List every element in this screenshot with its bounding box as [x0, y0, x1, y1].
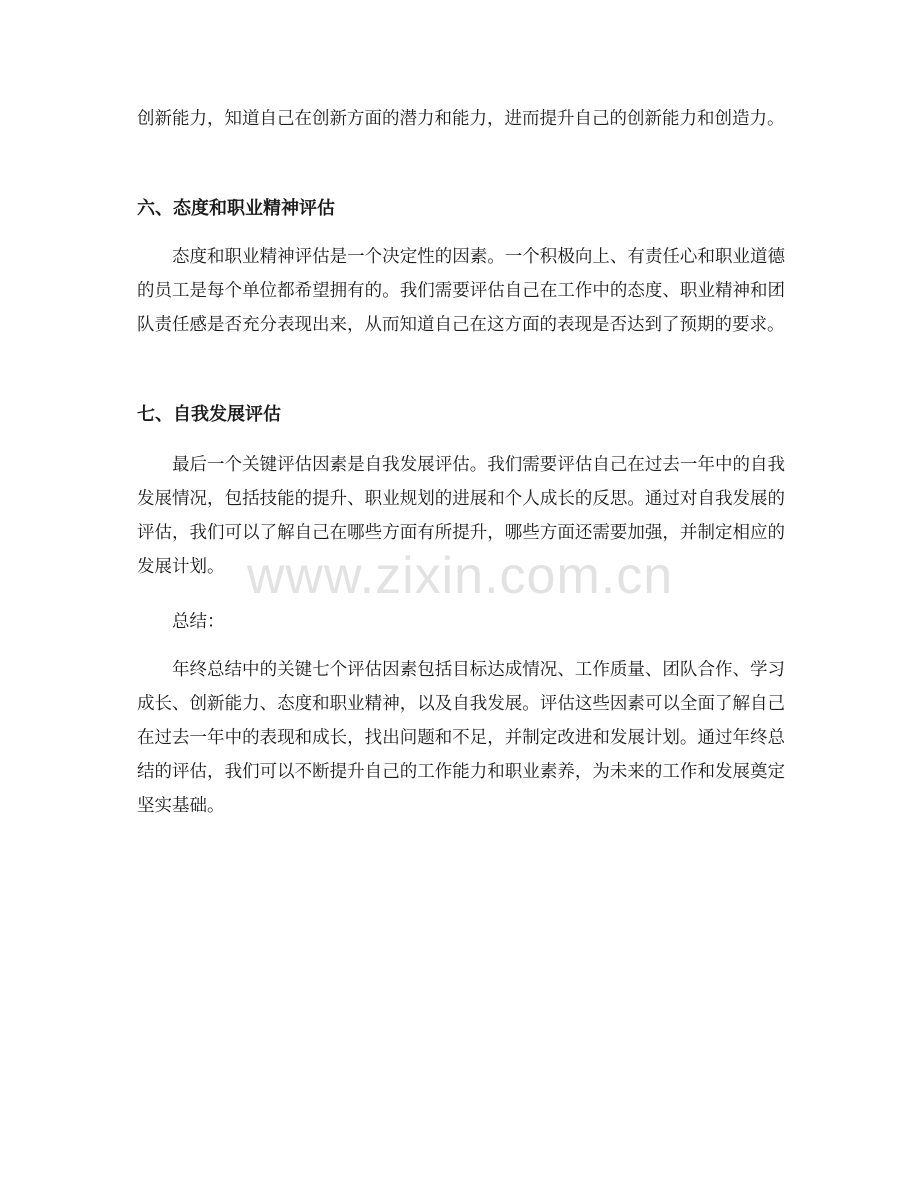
- summary-label: 总结：: [172, 612, 225, 632]
- section-7-paragraph: 最后一个关键评估因素是自我发展评估。我们需要评估自己在过去一年中的自我发展情况，包括技能的提升、职业规划的进展和个人成长的反思。通过对自我发展的评估，我们可以了解自己在哪些方面有所提升，哪些方面还需要加强，并制定相应的发展计划。: [137, 455, 785, 577]
- summary-paragraph: 年终总结中的关键七个评估因素包括目标达成情况、工作质量、团队合作、学习成长、创新能力、态度和职业精神，以及自我发展。评估这些因素可以全面了解自己在过去一年中的表现和成长，找出问题和不足，并制定改进和发展计划。通过年终总结的评估，我们可以不断提升自己的工作能力和职业素养，为未来的工作和发展奠定坚实基础。: [137, 660, 785, 816]
- section-6-paragraph: 态度和职业精神评估是一个决定性的因素。一个积极向上、有责任心和职业道德的员工是每个单位都希望拥有的。我们需要评估自己在工作中的态度、职业精神和团队责任感是否充分表现出来，从而知道自己在这方面的表现是否达到了预期的要求。: [137, 247, 785, 335]
- section-7-heading: 七、自我发展评估: [137, 404, 281, 425]
- intro-paragraph: 创新能力，知道自己在创新方面的潜力和能力，进而提升自己的创新能力和创造力。: [137, 109, 785, 129]
- watermark-text: www.zixin.com.cn: [246, 547, 674, 605]
- section-6-heading: 六、态度和职业精神评估: [137, 198, 335, 219]
